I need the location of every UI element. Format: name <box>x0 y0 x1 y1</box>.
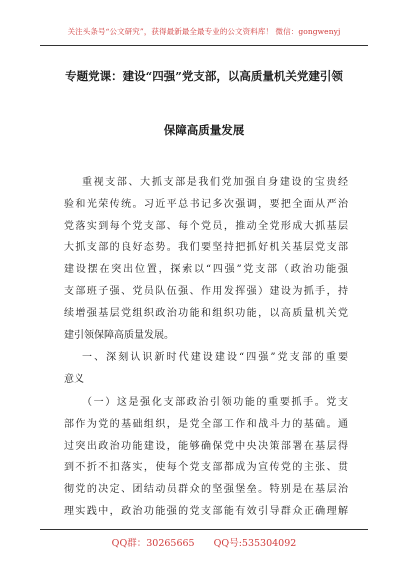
body-text-line: 建引领保障高质量发展。 <box>64 330 174 341</box>
body-text-line: 理实践中，政治功能强的党支部能有效引导群众正确理解 <box>64 506 348 517</box>
body-text-line: 过突出政治功能建设，能够确保党中央决策部署在基层得 <box>64 441 348 452</box>
section-heading-line: 一、深刻认识新时代建设建设“四强”党支部的重要 <box>82 352 348 363</box>
body-text-line: （一）这是强化支部政治引领功能的重要抓手。党支 <box>82 397 348 408</box>
body-text-line: 部作为党的基础组织，是党全部工作和战斗力的基础。通 <box>64 419 348 430</box>
header-note: 关注头条号“公文研究”，获得最新最全最专业的公文资料库！ 微信：gongwenyj <box>67 27 341 36</box>
body-text-line: 彻党的决定、团结动员群众的坚强堡垒。特别是在基层治 <box>64 484 348 495</box>
body-text-line: 重视支部、大抓支部是我们党加强自身建设的宝贵经 <box>82 177 348 188</box>
body-text-line: 建设摆在突出位置，探索以“四强”党支部（政治功能强 <box>64 264 348 275</box>
footer-divider <box>40 529 368 530</box>
body-text-line: 支部班子强、党员队伍强、作用发挥强）建设为抓手，持 <box>64 286 348 297</box>
document-title-line-2: 保障高质量发展 <box>163 123 245 137</box>
body-text-line: 党落实到每个党支部、每个党员，推动全党形成大抓基层 <box>64 221 348 232</box>
footer-qq-group: QQ群：30265665 <box>111 538 195 549</box>
body-text-line: 到不折不扣落实，使每个党支部都成为宣传党的主张、贯 <box>64 462 348 473</box>
section-heading-line: 意义 <box>64 374 84 385</box>
header-divider <box>40 45 368 46</box>
body-text-line: 续增强基层党组织政治功能和组织功能，以高质量机关党 <box>64 308 348 319</box>
document-title-line-1: 专题党课：建设“四强”党支部，以高质量机关党建引领 <box>65 69 343 83</box>
body-text-line: 大抓支部的良好态势。我们要坚持把抓好机关基层党支部 <box>64 242 348 253</box>
footer-qq-number: QQ号:535304092 <box>213 538 297 549</box>
body-text-line: 验和光荣传统。习近平总书记多次强调，要把全面从严治 <box>64 199 348 210</box>
footer-contact <box>0 535 408 549</box>
